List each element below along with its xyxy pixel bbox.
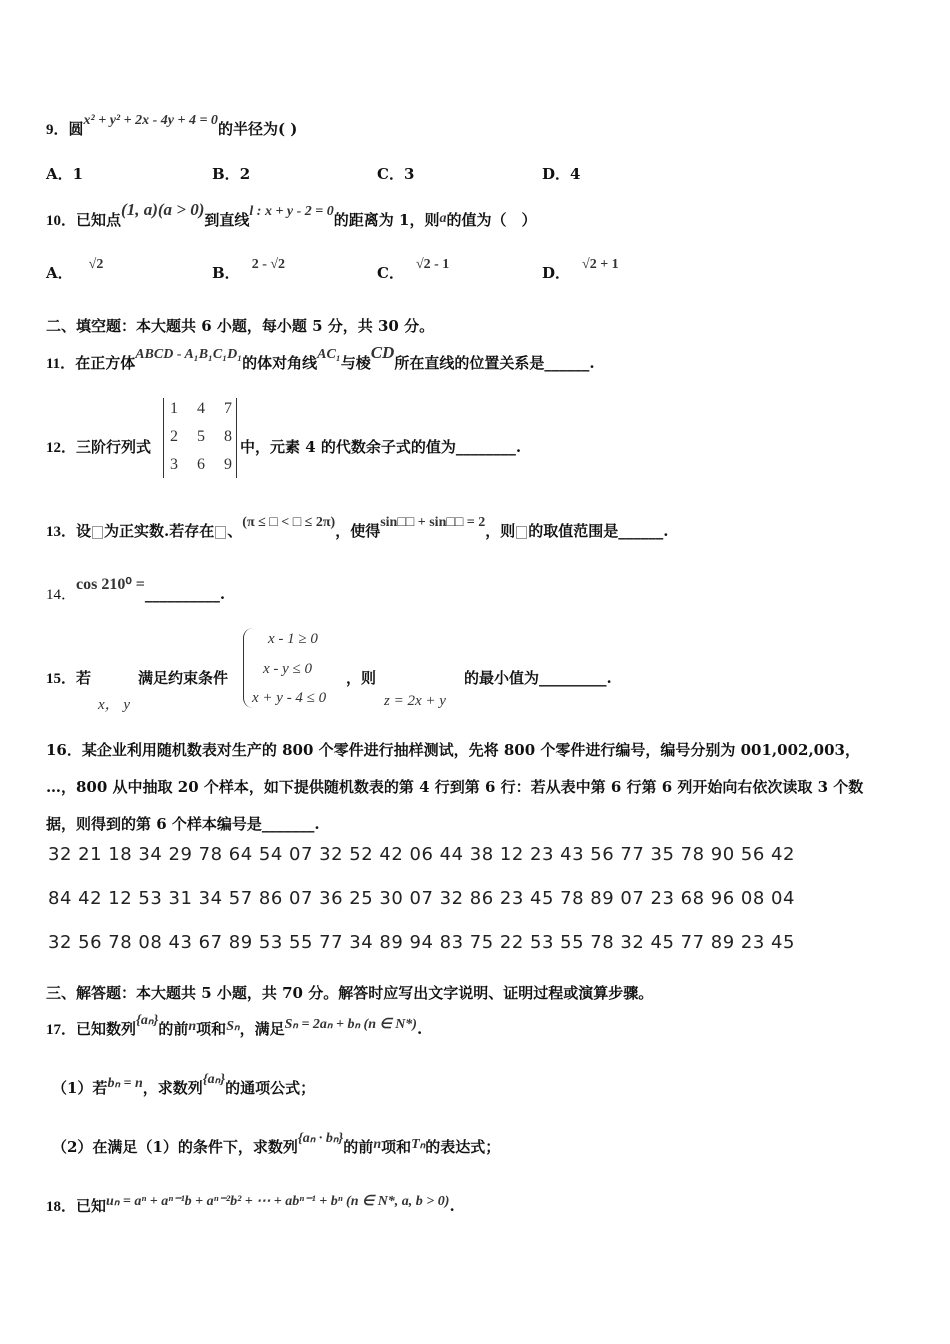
q13-stem [46,515,669,541]
q13-equation: sin□□ + sin□□ = 2 [380,515,486,530]
matrix-cell: 6 [197,456,205,473]
q9-option-b[interactable] [212,163,250,184]
q17-text: 的前 [158,1020,189,1038]
q9-text-pre: 圆 [68,120,84,138]
q18-text: . [449,1197,455,1215]
q10-option-d[interactable] [542,257,619,283]
q15-stem-pre [46,667,91,688]
q13-text: ，则 [485,522,516,540]
q17-p1-text: ，求数列 [142,1079,203,1097]
q10-text-mid: 到直线 [204,211,250,229]
q10-option-b[interactable] [212,257,286,283]
q17-p2-text: 的前 [343,1138,374,1156]
random-table-row: 32 56 78 08 43 67 89 53 55 77 34 89 94 83 75 22 53 55 78 32 45 77 89 23 45 [48,932,795,953]
q13-text: 设 [76,522,92,540]
q10-text-post: 的值为（ ） [446,211,537,229]
q17-p1-text: 的通项公式； [225,1079,316,1097]
q10-variable: a [439,211,447,226]
q16-line-2: …，800 从中抽取 20 个样本，如下提供随机数表的第 4 行到第 6 行：若从表中第 6 行第 6 列开始向右依次读取 3 个数 [46,778,864,796]
question-number: 13． [46,524,77,540]
q17-stem [46,1013,423,1039]
question-number: 15． [46,671,77,687]
q9-option-c[interactable] [377,163,414,184]
matrix-cell: 7 [224,400,232,417]
q17-text: ，满足 [239,1020,285,1038]
question-number: 12． [46,440,77,456]
matrix-cell: 4 [197,400,205,417]
q17-p1-equation: bₙ = n [107,1076,143,1091]
q12-text-pre: 三阶行列式 [76,438,152,456]
q17-part-1 [52,1072,316,1098]
q15-constraint: x - 1 ≥ 0 [268,631,318,647]
random-table-row: 84 42 12 53 31 34 57 86 07 36 25 30 07 32 86 23 45 78 89 07 23 68 96 08 04 [48,888,795,909]
q15-objective: z = 2x + y [384,693,446,709]
section-heading-solutions: 三、解答题：本大题共 5 小题，共 70 分。解答时应写出文字说明、证明过程或演算步骤。 [46,984,654,1002]
q13-range: (π ≤ □ < □ ≤ 2π) [242,515,336,530]
q10-text-pre: 已知点 [76,211,122,229]
q16-line-1: 16．某企业利用随机数表对生产的 800 个零件进行抽样测试，先将 800 个零件进行编号，编号分别为 001,002,003， [46,741,860,759]
q10-text-mid2: 的距离为 1，则 [333,211,440,229]
option-label: D． [542,165,571,183]
q11-text-post: 所在直线的位置关系是______. [394,354,595,372]
option-value: √2 [88,257,104,272]
option-value: 4 [570,165,581,183]
q17-text: . [416,1020,423,1038]
q15-constraint: x - y ≤ 0 [263,661,313,677]
q17-p2-text: 项和 [381,1138,412,1156]
q17-p2-n: n [373,1137,382,1152]
q18-stem [46,1195,455,1216]
q15-text-post: 的最小值为_________. [464,669,612,687]
q17-p2-text: 的表达式； [425,1138,501,1156]
q16-line-3: 据，则得到的第 6 个样本编号是_______. [46,815,320,833]
option-label: B． [212,165,240,183]
q9-stem [46,113,298,139]
q13-text: 、 [227,522,243,540]
option-label: A． [46,264,73,282]
option-value: 1 [72,165,84,183]
q17-equation: Sₙ = 2aₙ + bₙ (n ∈ N*) [284,1017,417,1032]
matrix-cell: 2 [170,428,178,445]
q10-line-equation: l : x + y - 2 = 0 [249,204,334,219]
q15-text-mid2: ，则 [346,669,377,687]
option-value: √2 - 1 [415,257,450,272]
section-heading-fill-in: 二、填空题：本大题共 6 小题，每小题 5 分，共 30 分。 [46,317,435,335]
option-label: A． [46,165,73,183]
q17-part-2 [52,1131,501,1157]
q13-text: 为正实数.若存在 [104,522,215,540]
q17-p1-text: （1）若 [52,1079,108,1097]
q11-cube: ABCD - A₁B₁C₁D₁ [135,347,243,362]
answer-blank: __________. [144,585,226,603]
option-label: B． [212,264,240,282]
q9-equation: x² + y² + 2x - 4y + 4 = 0 [83,113,218,128]
placeholder-box [92,526,103,539]
question-number: 14． [46,587,77,603]
matrix-cell: 9 [224,456,232,473]
option-value: √2 + 1 [582,257,619,272]
question-number: 17． [46,1022,77,1038]
q9-option-a[interactable] [46,163,83,184]
q15-variables: x， y [98,697,131,713]
option-label: C． [377,264,404,282]
q17-p2-sequence: {aₙ · bₙ} [297,1131,344,1146]
q10-option-a[interactable] [46,257,104,283]
question-number: 10． [46,213,77,229]
q18-text: 已知 [76,1197,107,1215]
placeholder-box [215,526,226,539]
matrix-cell: 1 [170,400,178,417]
option-value: 2 [239,165,251,183]
q11-stem [46,343,595,373]
q11-text-mid2: 与棱 [340,354,371,372]
q15-constraint: x + y - 4 ≤ 0 [252,690,327,706]
q12-determinant [163,398,237,478]
q10-stem [46,200,537,230]
option-label: D． [542,264,571,282]
q17-sn: Sₙ [226,1019,240,1034]
question-number: 18． [46,1199,77,1215]
q11-diagonal: AC₁ [317,347,341,362]
q12-stem-post: 中，元素 4 的代数余子式的值为________. [240,438,522,456]
q18-equation: uₙ = aⁿ + aⁿ⁻¹b + aⁿ⁻²b² + ⋯ + abⁿ⁻¹ + bⁿ (n ∈ N*, a, b > 0) [106,1194,450,1209]
q15-text-mid: 满足约束条件 [138,669,229,687]
q17-text: 已知数列 [76,1020,137,1038]
q17-p1-sequence: {aₙ} [202,1072,226,1087]
q9-text-post: 的半径为( ) [217,120,298,138]
q11-text-mid: 的体对角线 [242,354,318,372]
q12-stem-pre [46,436,151,457]
q17-sequence: {aₙ} [136,1013,159,1028]
q13-text: ，使得 [335,522,381,540]
random-table-row: 32 21 18 34 29 78 64 54 07 32 52 42 06 44 38 12 23 43 56 77 35 78 90 56 42 [48,844,795,865]
matrix-cell: 5 [197,428,205,445]
option-value: 3 [403,165,415,183]
question-number: 9． [46,122,69,138]
q17-text: 项和 [196,1020,227,1038]
placeholder-box [516,526,527,539]
q15-text-pre: 若 [76,669,92,687]
q10-point: (1, a)(a > 0) [121,200,205,219]
option-label: C． [377,165,404,183]
q11-edge: CD [370,343,395,362]
q13-text: 的取值范围是______. [528,522,669,540]
q17-p2-tn: Tₙ [411,1137,426,1152]
q10-option-c[interactable] [377,257,450,283]
matrix-cell: 8 [224,428,232,445]
q14-stem [46,576,226,604]
q14-expression: cos 210⁰ = [76,576,145,593]
q11-text-pre: 在正方体 [75,354,136,372]
q17-n: n [188,1019,197,1034]
q9-option-d[interactable] [542,163,580,184]
option-value: 2 - √2 [251,257,286,272]
question-number: 11． [46,356,76,372]
matrix-cell: 3 [170,456,178,473]
q17-p2-text: （2）在满足（1）的条件下，求数列 [52,1138,298,1156]
